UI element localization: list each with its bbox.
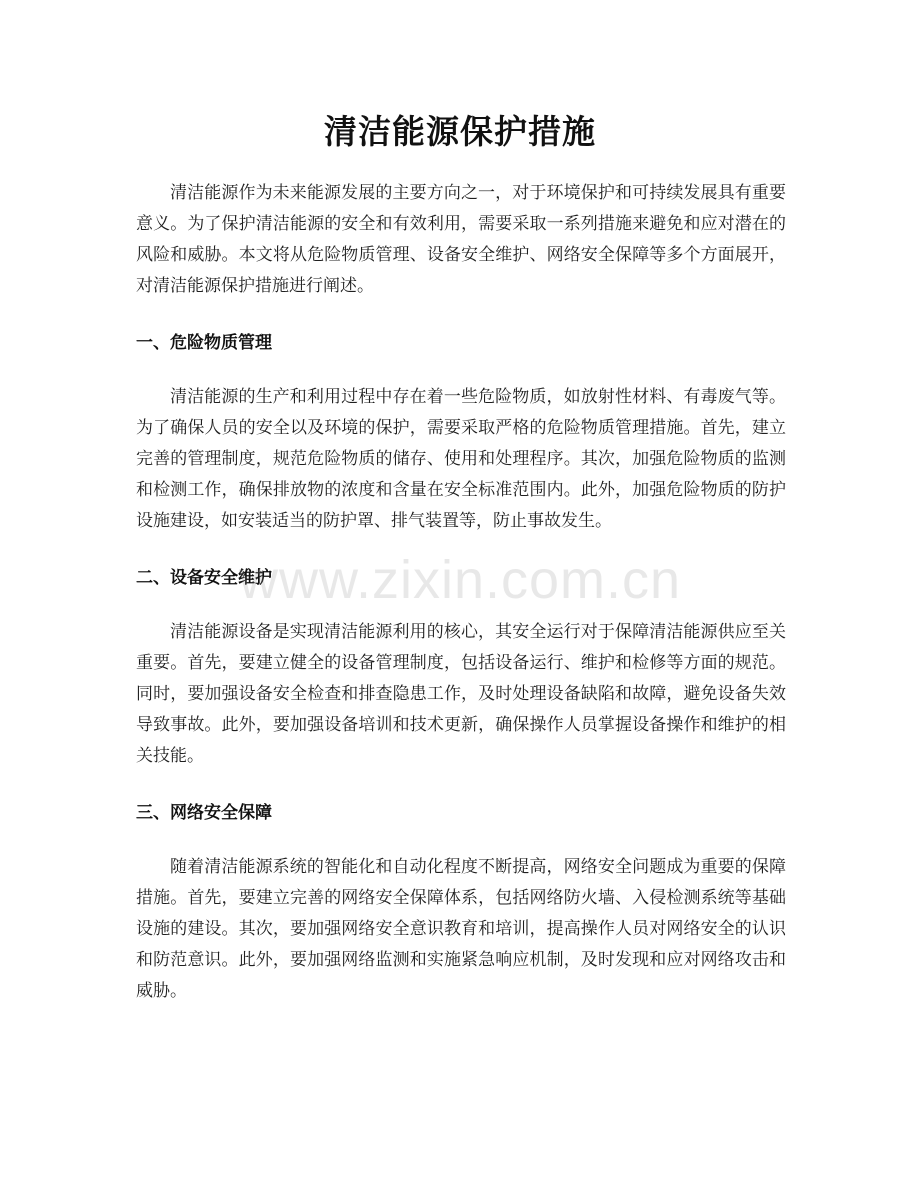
- section-paragraph: 随着清洁能源系统的智能化和自动化程度不断提高，网络安全问题成为重要的保障措施。首先，要建立完善的网络安全保障体系，包括网络防火墙、入侵检测系统等基础设施的建设。其次，要加强网络安全意识教育和培训，提高操作人员对网络安全的认识和防范意识。此外，要加强网络监测和实施紧急响应机制，及时发现和应对网络攻击和威胁。: [136, 857, 786, 1001]
- document-body: [136, 178, 786, 1007]
- section-network-security: [136, 800, 786, 1007]
- section-hazardous-materials: [136, 330, 786, 537]
- section-paragraph: 清洁能源的生产和利用过程中存在着一些危险物质，如放射性材料、有毒废气等。为了确保人员的安全以及环境的保护，需要采取严格的危险物质管理措施。首先，建立完善的管理制度，规范危险物质的储存、使用和处理程序。其次，加强危险物质的监测和检测工作，确保排放物的浓度和含量在安全标准范围内。此外，加强危险物质的防护设施建设，如安装适当的防护罩、排气装置等，防止事故发生。: [136, 387, 786, 531]
- section-equipment-safety: [136, 565, 786, 772]
- watermark: www.zixin.com.cn: [238, 550, 682, 610]
- section-heading: 三、网络安全保障: [136, 803, 272, 823]
- section-heading: 一、危险物质管理: [136, 333, 272, 353]
- intro-paragraph: 清洁能源作为未来能源发展的主要方向之一，对于环境保护和可持续发展具有重要意义。为了保护清洁能源的安全和有效利用，需要采取一系列措施来避免和应对潜在的风险和威胁。本文将从危险物质管理、设备安全维护、网络安全保障等多个方面展开，对清洁能源保护措施进行阐述。: [136, 183, 786, 296]
- document-title: 清洁能源保护措施: [324, 112, 596, 151]
- section-paragraph: 清洁能源设备是实现清洁能源利用的核心，其安全运行对于保障清洁能源供应至关重要。首先，要建立健全的设备管理制度，包括设备运行、维护和检修等方面的规范。同时，要加强设备安全检查和排查隐患工作，及时处理设备缺陷和故障，避免设备失效导致事故。此外，要加强设备培训和技术更新，确保操作人员掌握设备操作和维护的相关技能。: [136, 622, 786, 766]
- section-heading: 二、设备安全维护: [136, 568, 272, 588]
